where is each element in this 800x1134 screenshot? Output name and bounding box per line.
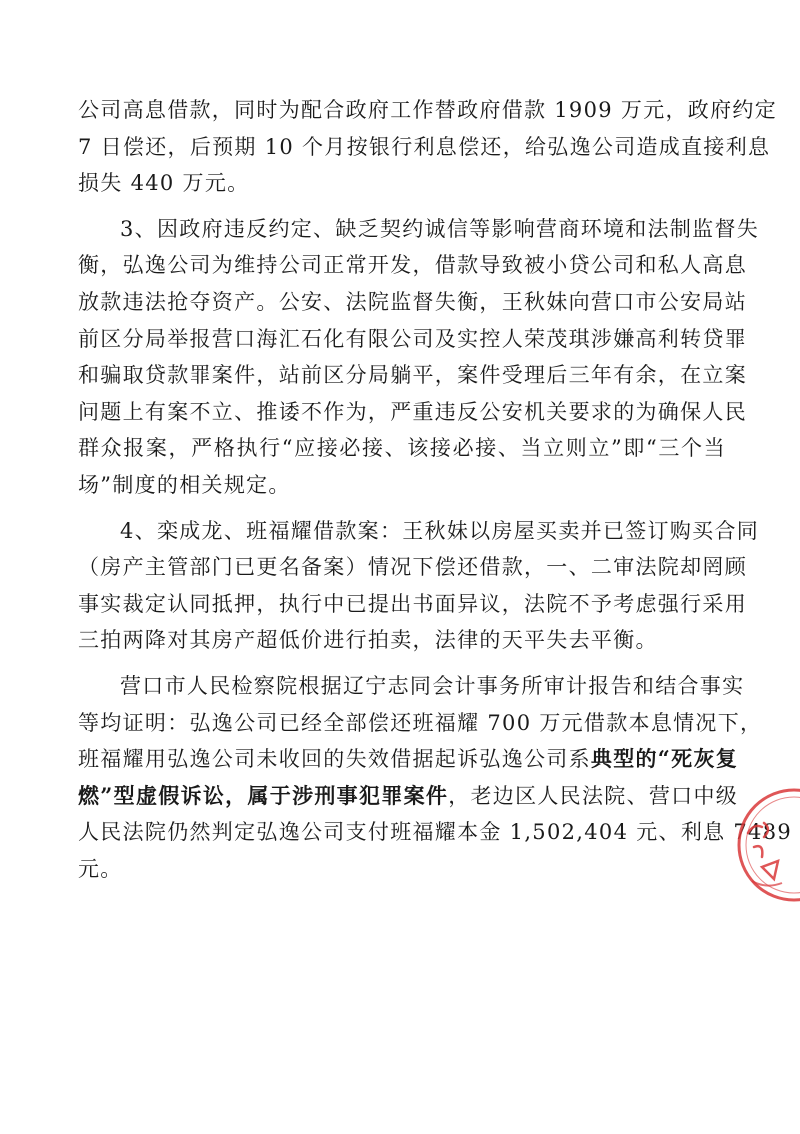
paragraph-1 (78, 92, 777, 202)
text-line: 7 日偿还，后预期 10 个月按银行利息偿还，给弘逸公司造成直接利息 (78, 134, 771, 159)
text-line: （房产主管部门已更名备案）情况下偿还借款，一、二审法院却罔顾 (78, 555, 747, 580)
text-line: 衡，弘逸公司为维持公司正常开发，借款导致被小贷公司和私人高息 (78, 253, 747, 278)
seal-stamp (734, 785, 800, 905)
text-line (78, 778, 739, 815)
text-line: 前区分局举报营口海汇石化有限公司及实控人荣茂琪涉嫌高利转贷罪 (78, 326, 747, 351)
text-line: 损失 440 万元。 (78, 171, 250, 196)
text-line: 问题上有案不立、推诿不作为，严重违反公安机关要求的为确保人民 (78, 399, 747, 424)
text-span: ，老边区人民法院、营口中级 (448, 783, 739, 808)
text-line: 3、因政府违反约定、缺乏契约诚信等影响营商环境和法制监督失 (120, 216, 760, 241)
bold-text-span: 燃”型虚假诉讼，属于涉刑事犯罪案件 (78, 782, 449, 808)
paragraph-3 (78, 513, 760, 659)
paragraph-4 (78, 668, 793, 888)
text-line: 4、栾成龙、班福耀借款案：王秋妹以房屋买卖并已签订购买合同 (120, 518, 760, 543)
text-line: 场”制度的相关规定。 (78, 472, 291, 497)
paragraph-2 (78, 211, 760, 504)
document-body (78, 92, 793, 887)
text-span: 班福耀用弘逸公司未收回的失效借据起诉弘逸公司系 (78, 747, 591, 772)
text-line: 等均证明：弘逸公司已经全部偿还班福耀 700 万元借款本息情况下， (78, 710, 763, 735)
text-line: 群众报案，严格执行“应接必接、该接必接、当立则立”即“三个当 (78, 436, 726, 461)
text-line: 公司高息借款，同时为配合政府工作替政府借款 1909 万元，政府约定 (78, 98, 777, 122)
text-line (78, 741, 739, 778)
text-line: 三拍两降对其房产超低价进行拍卖，法律的天平失去平衡。 (78, 628, 658, 653)
text-line: 营口市人民检察院根据辽宁志同会计事务所审计报告和结合事实 (120, 673, 745, 698)
text-line: 事实裁定认同抵押，执行中已提出书面异议，法院不予考虑强行采用 (78, 591, 747, 616)
text-line: 元。 (78, 856, 123, 881)
text-line: 和骗取贷款罪案件，站前区分局躺平，案件受理后三年有余，在立案 (78, 363, 747, 388)
bold-text-span: 典型的“死灰复 (590, 746, 739, 772)
text-line: 放款违法抢夺资产。公安、法院监督失衡，王秋妹向营口市公安局站 (78, 289, 747, 314)
text-line: 人民法院仍然判定弘逸公司支付班福耀本金 1,502,404 元、利息 7489 (78, 820, 793, 845)
